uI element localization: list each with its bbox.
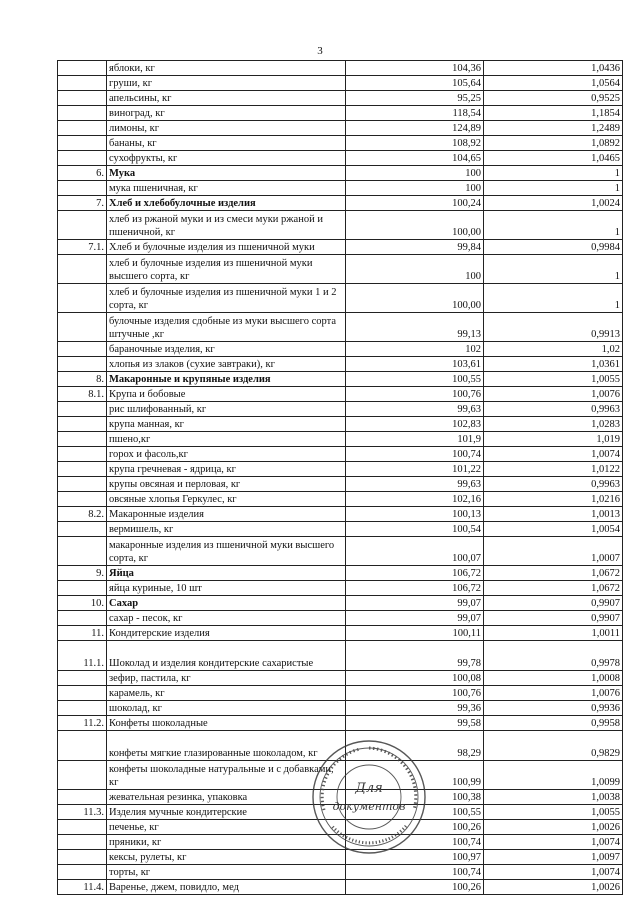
row-index-percent: 99,07: [346, 596, 484, 611]
table-row: [58, 641, 623, 671]
page-number: 3: [317, 45, 323, 57]
row-index-coefficient: 1,0465: [484, 151, 623, 166]
row-name: хлеб из ржаной муки и из смеси муки ржаной и пшеничной, кг: [107, 211, 346, 240]
row-name: конфеты мягкие глазированные шоколадом, кг: [107, 731, 346, 761]
table-row: [58, 716, 623, 731]
row-index-coefficient: 1,0099: [484, 761, 623, 790]
row-name: бараночные изделия, кг: [107, 342, 346, 357]
row-number: [58, 865, 107, 880]
row-number: 11.3.: [58, 805, 107, 820]
row-name: Кондитерские изделия: [107, 626, 346, 641]
row-index-coefficient: 1: [484, 166, 623, 181]
row-index-percent: 102,83: [346, 417, 484, 432]
table-row: [58, 121, 623, 136]
row-name: Мука: [107, 166, 346, 181]
row-number: [58, 522, 107, 537]
table-row: [58, 136, 623, 151]
row-name: хлопья из злаков (сухие завтраки), кг: [107, 357, 346, 372]
row-index-percent: 100,74: [346, 865, 484, 880]
row-number: [58, 136, 107, 151]
row-name: яблоки, кг: [107, 61, 346, 76]
table-row: [58, 372, 623, 387]
row-name: Сахар: [107, 596, 346, 611]
row-name: Варенье, джем, повидло, мед: [107, 880, 346, 895]
table-row: [58, 357, 623, 372]
row-index-percent: 100,26: [346, 820, 484, 835]
row-number: [58, 284, 107, 313]
row-index-coefficient: 1,0055: [484, 372, 623, 387]
row-name: сухофрукты, кг: [107, 151, 346, 166]
table-row: [58, 284, 623, 313]
stamp-line-1: Для: [355, 781, 383, 796]
row-name: хлеб и булочные изделия из пшеничной муки 1 и 2 сорта, кг: [107, 284, 346, 313]
row-index-percent: 99,36: [346, 701, 484, 716]
row-number: 6.: [58, 166, 107, 181]
row-number: [58, 611, 107, 626]
row-index-coefficient: 1,0038: [484, 790, 623, 805]
row-index-percent: 106,72: [346, 566, 484, 581]
row-index-percent: 100,24: [346, 196, 484, 211]
row-name: Хлеб и булочные изделия из пшеничной муки: [107, 240, 346, 255]
row-index-percent: 99,63: [346, 477, 484, 492]
row-number: 11.2.: [58, 716, 107, 731]
row-index-coefficient: 1,0564: [484, 76, 623, 91]
row-number: 7.: [58, 196, 107, 211]
row-number: [58, 492, 107, 507]
stamp-line-2: документов: [332, 800, 406, 813]
row-name: макаронные изделия из пшеничной муки высшего сорта, кг: [107, 537, 346, 566]
row-index-coefficient: 1,0054: [484, 522, 623, 537]
table-row: [58, 581, 623, 596]
row-name: рис шлифованный, кг: [107, 402, 346, 417]
row-number: [58, 151, 107, 166]
row-index-coefficient: 1,0216: [484, 492, 623, 507]
row-name: Крупа и бобовые: [107, 387, 346, 402]
row-index-percent: 103,61: [346, 357, 484, 372]
row-index-coefficient: 1,0026: [484, 820, 623, 835]
row-index-percent: 100: [346, 166, 484, 181]
row-index-percent: 100,99: [346, 761, 484, 790]
row-name: шоколад, кг: [107, 701, 346, 716]
row-index-coefficient: 1: [484, 211, 623, 240]
row-index-percent: 99,84: [346, 240, 484, 255]
row-index-percent: 100,00: [346, 284, 484, 313]
row-index-percent: 95,25: [346, 91, 484, 106]
row-index-coefficient: 1,0007: [484, 537, 623, 566]
row-name: булочные изделия сдобные из муки высшего сорта штучные ,кг: [107, 313, 346, 342]
table-row: [58, 507, 623, 522]
row-index-coefficient: 0,9913: [484, 313, 623, 342]
row-number: 11.: [58, 626, 107, 641]
table-row: [58, 492, 623, 507]
row-name: зефир, пастила, кг: [107, 671, 346, 686]
row-name: хлеб и булочные изделия из пшеничной муки высшего сорта, кг: [107, 255, 346, 284]
table-row: [58, 522, 623, 537]
row-index-coefficient: 1: [484, 255, 623, 284]
row-index-percent: 108,92: [346, 136, 484, 151]
row-number: [58, 537, 107, 566]
row-name: пряники, кг: [107, 835, 346, 850]
row-index-percent: 99,58: [346, 716, 484, 731]
row-number: [58, 820, 107, 835]
row-name: кексы, рулеты, кг: [107, 850, 346, 865]
row-number: [58, 731, 107, 761]
row-index-coefficient: 1,0024: [484, 196, 623, 211]
row-index-coefficient: 1,0097: [484, 850, 623, 865]
row-number: [58, 686, 107, 701]
row-number: [58, 357, 107, 372]
row-name: Шоколад и изделия кондитерские сахаристые: [107, 641, 346, 671]
row-index-percent: 106,72: [346, 581, 484, 596]
row-index-percent: 100,13: [346, 507, 484, 522]
row-index-percent: 105,64: [346, 76, 484, 91]
row-index-percent: 102,16: [346, 492, 484, 507]
row-index-coefficient: 1,1854: [484, 106, 623, 121]
row-number: [58, 447, 107, 462]
row-number: [58, 106, 107, 121]
row-index-coefficient: 1,0026: [484, 880, 623, 895]
row-number: 10.: [58, 596, 107, 611]
row-index-percent: 100,97: [346, 850, 484, 865]
row-number: 8.2.: [58, 507, 107, 522]
table-row: [58, 91, 623, 106]
row-name: карамель, кг: [107, 686, 346, 701]
table-row: [58, 387, 623, 402]
row-number: [58, 313, 107, 342]
table-row: [58, 865, 623, 880]
row-name: пшено,кг: [107, 432, 346, 447]
row-number: [58, 701, 107, 716]
table-row: [58, 402, 623, 417]
row-number: [58, 402, 107, 417]
row-index-coefficient: 1,0074: [484, 865, 623, 880]
row-number: [58, 581, 107, 596]
row-index-percent: 100,74: [346, 447, 484, 462]
row-number: 8.: [58, 372, 107, 387]
row-index-percent: 101,9: [346, 432, 484, 447]
row-name: Макаронные и крупяные изделия: [107, 372, 346, 387]
table-row: [58, 477, 623, 492]
row-number: 11.4.: [58, 880, 107, 895]
row-index-percent: 98,29: [346, 731, 484, 761]
table-row: [58, 462, 623, 477]
row-index-coefficient: 1,0892: [484, 136, 623, 151]
row-index-coefficient: 1,0361: [484, 357, 623, 372]
row-index-coefficient: 0,9963: [484, 477, 623, 492]
row-index-coefficient: 1,02: [484, 342, 623, 357]
row-name: Макаронные изделия: [107, 507, 346, 522]
row-name: лимоны, кг: [107, 121, 346, 136]
row-name: груши, кг: [107, 76, 346, 91]
row-number: [58, 850, 107, 865]
row-index-coefficient: 1,0011: [484, 626, 623, 641]
row-name: крупа манная, кг: [107, 417, 346, 432]
row-index-coefficient: 0,9978: [484, 641, 623, 671]
row-name: Конфеты шоколадные: [107, 716, 346, 731]
table-row: [58, 166, 623, 181]
row-name: Яйца: [107, 566, 346, 581]
row-name: Хлеб и хлебобулочные изделия: [107, 196, 346, 211]
row-index-coefficient: 1,0122: [484, 462, 623, 477]
table-row: [58, 196, 623, 211]
row-name: печенье, кг: [107, 820, 346, 835]
row-index-percent: 100,55: [346, 805, 484, 820]
row-index-coefficient: 1: [484, 181, 623, 196]
row-index-percent: 118,54: [346, 106, 484, 121]
row-index-coefficient: 1,0672: [484, 566, 623, 581]
table-row: [58, 211, 623, 240]
row-number: [58, 121, 107, 136]
table-row: [58, 626, 623, 641]
table-row: [58, 342, 623, 357]
row-name: крупа гречневая - ядрица, кг: [107, 462, 346, 477]
row-index-percent: 100,07: [346, 537, 484, 566]
table-row: [58, 447, 623, 462]
table-row: [58, 566, 623, 581]
row-name: вермишель, кг: [107, 522, 346, 537]
row-number: [58, 61, 107, 76]
row-index-percent: 99,13: [346, 313, 484, 342]
table-row: [58, 240, 623, 255]
row-index-percent: 99,07: [346, 611, 484, 626]
row-index-percent: 100,38: [346, 790, 484, 805]
row-name: сахар - песок, кг: [107, 611, 346, 626]
row-index-coefficient: 0,9984: [484, 240, 623, 255]
row-number: [58, 211, 107, 240]
row-number: [58, 91, 107, 106]
row-index-coefficient: 0,9907: [484, 596, 623, 611]
row-name: яйца куриные, 10 шт: [107, 581, 346, 596]
row-name: конфеты шоколадные натуральные и с добавками, кг: [107, 761, 346, 790]
table-row: [58, 701, 623, 716]
row-number: [58, 255, 107, 284]
row-name: мука пшеничная, кг: [107, 181, 346, 196]
row-index-coefficient: 0,9829: [484, 731, 623, 761]
table-row: [58, 686, 623, 701]
row-number: 7.1.: [58, 240, 107, 255]
row-number: [58, 790, 107, 805]
row-index-coefficient: 0,9963: [484, 402, 623, 417]
row-number: [58, 417, 107, 432]
row-index-percent: 100,00: [346, 211, 484, 240]
row-index-percent: 99,78: [346, 641, 484, 671]
row-index-percent: 100,08: [346, 671, 484, 686]
row-index-coefficient: 1,0008: [484, 671, 623, 686]
row-index-percent: 104,65: [346, 151, 484, 166]
row-index-coefficient: 1,0074: [484, 835, 623, 850]
row-index-coefficient: 1,0672: [484, 581, 623, 596]
table-row: [58, 671, 623, 686]
row-name: Изделия мучные кондитерские: [107, 805, 346, 820]
row-index-coefficient: 0,9525: [484, 91, 623, 106]
row-name: виноград, кг: [107, 106, 346, 121]
row-index-coefficient: 1,0283: [484, 417, 623, 432]
row-index-percent: 100,11: [346, 626, 484, 641]
row-index-percent: 100,54: [346, 522, 484, 537]
table-row: [58, 255, 623, 284]
row-index-coefficient: 1,2489: [484, 121, 623, 136]
row-index-percent: 99,63: [346, 402, 484, 417]
table-row: [58, 76, 623, 91]
row-index-percent: 100,26: [346, 880, 484, 895]
row-number: [58, 181, 107, 196]
row-name: апельсины, кг: [107, 91, 346, 106]
row-index-coefficient: 0,9936: [484, 701, 623, 716]
row-index-coefficient: 1,0076: [484, 387, 623, 402]
row-index-percent: 100,55: [346, 372, 484, 387]
table-row: [58, 151, 623, 166]
row-number: 11.1.: [58, 641, 107, 671]
row-index-coefficient: 1,0013: [484, 507, 623, 522]
row-number: [58, 432, 107, 447]
row-number: [58, 462, 107, 477]
table-row: [58, 611, 623, 626]
row-index-coefficient: 0,9958: [484, 716, 623, 731]
table-row: [58, 61, 623, 76]
row-index-coefficient: 1,0436: [484, 61, 623, 76]
row-name: овсяные хлопья Геркулес, кг: [107, 492, 346, 507]
table-row: [58, 880, 623, 895]
row-index-coefficient: 1: [484, 284, 623, 313]
table-row: [58, 417, 623, 432]
round-stamp: [310, 738, 428, 856]
table-row: [58, 181, 623, 196]
row-number: [58, 76, 107, 91]
table-row: [58, 106, 623, 121]
row-index-percent: 100,76: [346, 387, 484, 402]
row-index-percent: 102: [346, 342, 484, 357]
row-number: 9.: [58, 566, 107, 581]
row-number: [58, 342, 107, 357]
row-index-coefficient: 0,9907: [484, 611, 623, 626]
row-number: [58, 671, 107, 686]
row-index-percent: 100,76: [346, 686, 484, 701]
row-name: бананы, кг: [107, 136, 346, 151]
row-index-coefficient: 1,019: [484, 432, 623, 447]
table-row: [58, 432, 623, 447]
table-row: [58, 537, 623, 566]
row-index-percent: 100: [346, 255, 484, 284]
row-index-percent: 104,36: [346, 61, 484, 76]
row-name: крупы овсяная и перловая, кг: [107, 477, 346, 492]
row-index-coefficient: 1,0074: [484, 447, 623, 462]
row-index-percent: 124,89: [346, 121, 484, 136]
row-index-percent: 100: [346, 181, 484, 196]
table-row: [58, 596, 623, 611]
row-index-coefficient: 1,0055: [484, 805, 623, 820]
row-index-coefficient: 1,0076: [484, 686, 623, 701]
row-number: [58, 761, 107, 790]
row-index-percent: 101,22: [346, 462, 484, 477]
row-name: жевательная резинка, упаковка: [107, 790, 346, 805]
row-number: 8.1.: [58, 387, 107, 402]
row-index-percent: 100,74: [346, 835, 484, 850]
table-row: [58, 313, 623, 342]
row-name: торты, кг: [107, 865, 346, 880]
row-name: горох и фасоль,кг: [107, 447, 346, 462]
row-number: [58, 835, 107, 850]
row-number: [58, 477, 107, 492]
